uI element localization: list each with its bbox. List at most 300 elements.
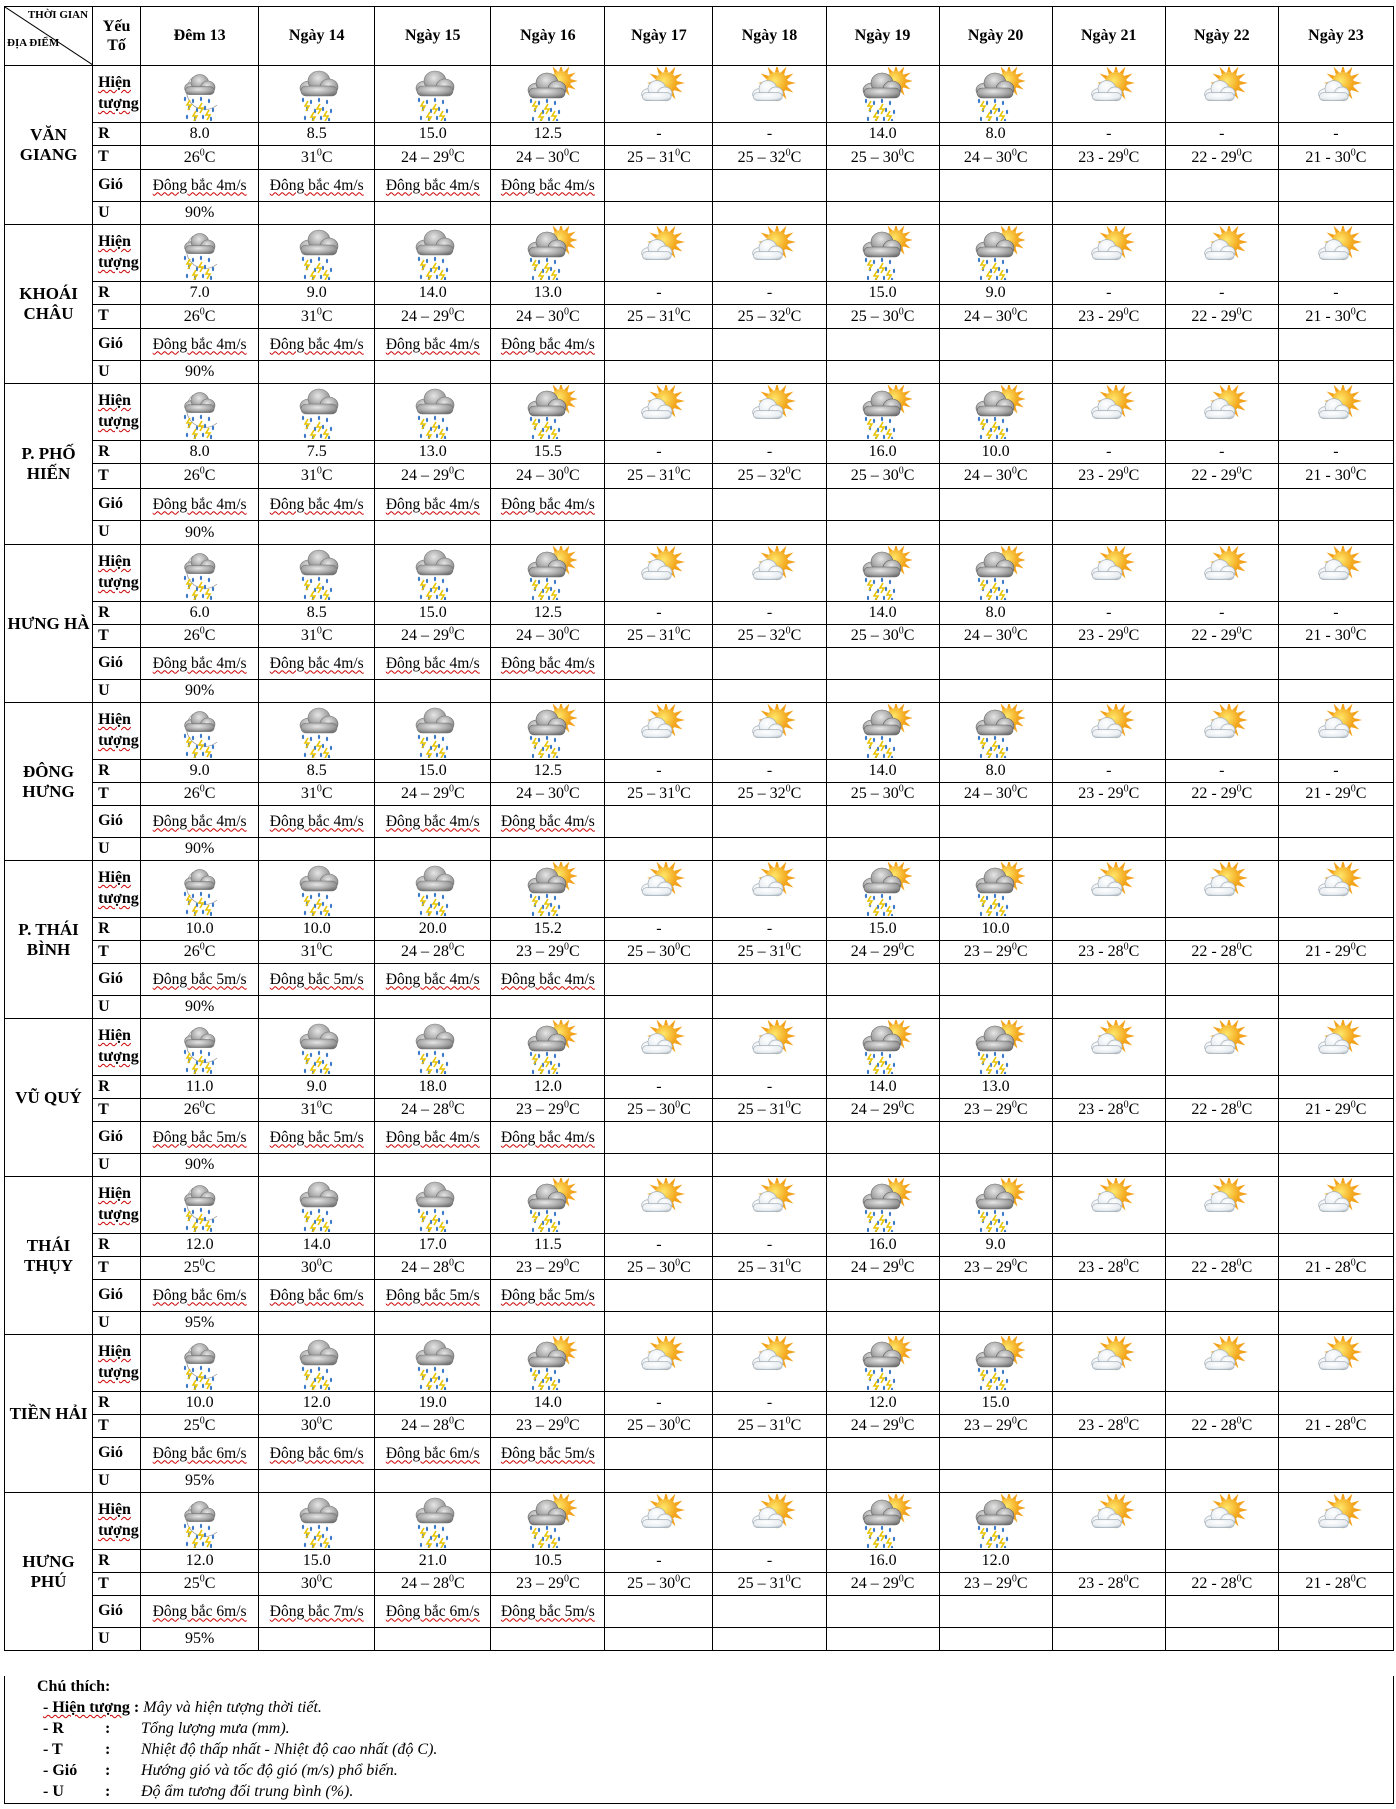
empty-cell bbox=[605, 361, 713, 384]
temperature-value: $25 - 31^0C$ bbox=[713, 1257, 826, 1280]
cloud-rain-thunder-icon bbox=[375, 704, 490, 758]
rain-row bbox=[5, 760, 1394, 783]
weather-cell bbox=[1052, 66, 1165, 123]
sun-cloud-thunder-rain-icon bbox=[491, 704, 604, 758]
temperature-row bbox=[5, 1257, 1394, 1280]
weather-cell bbox=[491, 1493, 605, 1550]
night-rain-icon bbox=[141, 1494, 258, 1548]
phenomenon-row bbox=[5, 225, 1394, 282]
weather-cell bbox=[491, 66, 605, 123]
degree-mark: 0 bbox=[564, 465, 570, 477]
weather-cell bbox=[141, 225, 259, 282]
day-header: Đêm 13 bbox=[141, 7, 259, 66]
sun-behind-cloud-icon bbox=[1166, 385, 1278, 439]
temperature-value: $25 - 32^0C$ bbox=[713, 305, 826, 329]
rain-value: - bbox=[713, 1392, 826, 1415]
weather-cell bbox=[826, 703, 939, 760]
empty-cell bbox=[939, 964, 1052, 996]
weather-cell bbox=[713, 225, 826, 282]
rain-value: 16.0 bbox=[826, 1550, 939, 1573]
rain-value: 13.0 bbox=[939, 1076, 1052, 1099]
temperature-value: $23 - 29^0C$ bbox=[491, 1099, 605, 1122]
sun-behind-cloud-icon bbox=[713, 1336, 825, 1390]
empty-cell bbox=[826, 521, 939, 545]
weather-cell bbox=[1165, 703, 1278, 760]
rain-value: 12.0 bbox=[141, 1550, 259, 1573]
cloud-rain-thunder-icon bbox=[259, 704, 374, 758]
rain-value: - bbox=[605, 441, 713, 464]
wind-value: Đông bắc 4m/s bbox=[491, 489, 605, 521]
degree-mark: 0 bbox=[316, 465, 322, 477]
rain-value: - bbox=[1052, 123, 1165, 146]
weather-cell bbox=[1052, 225, 1165, 282]
degree-mark: 0 bbox=[448, 783, 454, 795]
rain-value: - bbox=[713, 441, 826, 464]
element-label-wind: Gió bbox=[93, 1596, 141, 1628]
sun-behind-cloud-icon bbox=[1053, 226, 1165, 280]
sun-cloud-thunder-rain-icon bbox=[827, 226, 939, 280]
empty-cell bbox=[605, 329, 713, 361]
rain-value: 15.0 bbox=[259, 1550, 375, 1573]
wind-row bbox=[5, 806, 1394, 838]
empty-cell bbox=[1278, 521, 1393, 545]
day-header: Ngày 15 bbox=[375, 7, 491, 66]
weather-cell bbox=[826, 545, 939, 602]
rain-value: 9.0 bbox=[939, 1234, 1052, 1257]
temperature-value: $30^0C$ bbox=[259, 1573, 375, 1596]
empty-cell bbox=[1052, 521, 1165, 545]
empty-cell bbox=[375, 202, 491, 225]
sun-behind-cloud-icon bbox=[1166, 67, 1278, 121]
temperature-value: $24 - 30^0C$ bbox=[491, 305, 605, 329]
degree-mark: 0 bbox=[1011, 147, 1017, 159]
empty-cell bbox=[1165, 1596, 1278, 1628]
temperature-value: $24 - 30^0C$ bbox=[939, 146, 1052, 170]
empty-cell bbox=[605, 648, 713, 680]
sun-cloud-thunder-rain-icon bbox=[491, 385, 604, 439]
rain-value bbox=[1278, 918, 1393, 941]
weather-cell bbox=[259, 384, 375, 441]
weather-cell bbox=[1278, 703, 1393, 760]
weather-cell bbox=[259, 1493, 375, 1550]
rain-value: - bbox=[1052, 602, 1165, 625]
cloud-rain-thunder-icon bbox=[375, 385, 490, 439]
wind-value: Đông bắc 4m/s bbox=[375, 489, 491, 521]
empty-cell bbox=[375, 1470, 491, 1493]
sun-cloud-thunder-rain-icon bbox=[827, 546, 939, 600]
degree-mark: 0 bbox=[1350, 465, 1356, 477]
rain-value: 15.0 bbox=[939, 1392, 1052, 1415]
temperature-value: $26^0C$ bbox=[141, 464, 259, 489]
night-rain-icon bbox=[141, 226, 258, 280]
rain-value bbox=[1278, 1392, 1393, 1415]
empty-cell bbox=[605, 1280, 713, 1312]
temperature-value: $23 - 28^0C$ bbox=[1052, 1573, 1165, 1596]
empty-cell bbox=[491, 680, 605, 703]
sun-behind-cloud-icon bbox=[1279, 1020, 1393, 1074]
degree-mark: 0 bbox=[564, 1573, 570, 1585]
sun-behind-cloud-icon bbox=[605, 1336, 712, 1390]
empty-cell bbox=[259, 996, 375, 1019]
degree-mark: 0 bbox=[564, 1099, 570, 1111]
weather-cell bbox=[259, 225, 375, 282]
weather-cell bbox=[939, 1019, 1052, 1076]
empty-cell bbox=[1165, 1470, 1278, 1493]
weather-cell bbox=[1278, 1335, 1393, 1392]
rain-value: - bbox=[1278, 760, 1393, 783]
empty-cell bbox=[605, 489, 713, 521]
rain-value: 8.0 bbox=[939, 123, 1052, 146]
empty-cell bbox=[1052, 1628, 1165, 1651]
empty-cell bbox=[939, 1438, 1052, 1470]
degree-mark: 0 bbox=[898, 1573, 904, 1585]
sun-behind-cloud-icon bbox=[1279, 1494, 1393, 1548]
weather-cell bbox=[375, 1019, 491, 1076]
rain-value: - bbox=[713, 1550, 826, 1573]
element-label-humidity: U bbox=[93, 996, 141, 1019]
sun-behind-cloud-icon bbox=[713, 226, 825, 280]
cloud-rain-thunder-icon bbox=[259, 385, 374, 439]
wind-value: Đông bắc 5m/s bbox=[259, 1122, 375, 1154]
element-label-temperature: T bbox=[93, 941, 141, 964]
degree-mark: 0 bbox=[316, 1099, 322, 1111]
weather-cell bbox=[713, 1335, 826, 1392]
empty-cell bbox=[259, 838, 375, 861]
degree-mark: 0 bbox=[675, 147, 681, 159]
cloud-rain-thunder-icon bbox=[375, 1178, 490, 1232]
element-label-wind: Gió bbox=[93, 648, 141, 680]
empty-cell bbox=[605, 1154, 713, 1177]
humidity-value: 95% bbox=[141, 1628, 259, 1651]
rain-row bbox=[5, 1076, 1394, 1099]
sun-behind-cloud-icon bbox=[1279, 1336, 1393, 1390]
empty-cell bbox=[939, 1596, 1052, 1628]
wind-value: Đông bắc 6m/s bbox=[259, 1280, 375, 1312]
degree-mark: 0 bbox=[199, 941, 205, 953]
night-rain-icon bbox=[141, 862, 258, 916]
temperature-value: $23 - 29^0C$ bbox=[939, 941, 1052, 964]
legend-item: - R : Tổng lượng mưa (mm). bbox=[43, 1720, 290, 1737]
empty-cell bbox=[713, 361, 826, 384]
weather-cell bbox=[1165, 225, 1278, 282]
temperature-value: $25^0C$ bbox=[141, 1415, 259, 1438]
humidity-value: 90% bbox=[141, 680, 259, 703]
weather-cell bbox=[826, 1493, 939, 1550]
empty-cell bbox=[826, 329, 939, 361]
temperature-value: $25 - 32^0C$ bbox=[713, 464, 826, 489]
degree-mark: 0 bbox=[1236, 1415, 1242, 1427]
sun-cloud-thunder-rain-icon bbox=[940, 67, 1052, 121]
forecast-table bbox=[4, 6, 1394, 1651]
weather-cell bbox=[1165, 384, 1278, 441]
rain-value bbox=[1052, 1076, 1165, 1099]
sun-behind-cloud-icon bbox=[605, 1494, 712, 1548]
sun-behind-cloud-icon bbox=[605, 1178, 712, 1232]
weather-cell bbox=[1165, 1019, 1278, 1076]
temperature-value: $31^0C$ bbox=[259, 464, 375, 489]
sun-behind-cloud-icon bbox=[713, 1494, 825, 1548]
empty-cell bbox=[491, 838, 605, 861]
empty-cell bbox=[826, 964, 939, 996]
weather-cell bbox=[491, 703, 605, 760]
wind-row bbox=[5, 329, 1394, 361]
temperature-value: $25 - 31^0C$ bbox=[605, 625, 713, 648]
empty-cell bbox=[1278, 964, 1393, 996]
rain-value: 14.0 bbox=[259, 1234, 375, 1257]
element-label-rain: R bbox=[93, 918, 141, 941]
rain-value: - bbox=[605, 282, 713, 305]
location-name: KHOÁI CHÂU bbox=[5, 225, 93, 384]
empty-cell bbox=[259, 1154, 375, 1177]
empty-cell bbox=[1278, 1628, 1393, 1651]
degree-mark: 0 bbox=[1236, 147, 1242, 159]
empty-cell bbox=[1278, 1122, 1393, 1154]
degree-mark: 0 bbox=[448, 465, 454, 477]
weather-cell bbox=[1052, 545, 1165, 602]
sun-behind-cloud-icon bbox=[1053, 1494, 1165, 1548]
empty-cell bbox=[713, 1438, 826, 1470]
wind-value: Đông bắc 6m/s bbox=[141, 1438, 259, 1470]
weather-cell bbox=[1278, 545, 1393, 602]
degree-mark: 0 bbox=[675, 1573, 681, 1585]
empty-cell bbox=[375, 1628, 491, 1651]
empty-cell bbox=[939, 680, 1052, 703]
rain-value bbox=[1052, 1550, 1165, 1573]
empty-cell bbox=[939, 329, 1052, 361]
empty-cell bbox=[1165, 170, 1278, 202]
temperature-value: $23 - 29^0C$ bbox=[491, 1257, 605, 1280]
sun-cloud-thunder-rain-icon bbox=[491, 546, 604, 600]
empty-cell bbox=[1052, 806, 1165, 838]
day-header: Ngày 14 bbox=[259, 7, 375, 66]
rain-value: 7.0 bbox=[141, 282, 259, 305]
weather-cell bbox=[605, 1177, 713, 1234]
degree-mark: 0 bbox=[1011, 1573, 1017, 1585]
wind-value: Đông bắc 5m/s bbox=[141, 964, 259, 996]
degree-mark: 0 bbox=[898, 465, 904, 477]
empty-cell bbox=[375, 996, 491, 1019]
weather-cell bbox=[826, 1019, 939, 1076]
empty-cell bbox=[1165, 648, 1278, 680]
empty-cell bbox=[605, 170, 713, 202]
empty-cell bbox=[375, 361, 491, 384]
rain-value bbox=[1165, 1076, 1278, 1099]
temperature-value: $24 - 28^0C$ bbox=[375, 1099, 491, 1122]
wind-value: Đông bắc 4m/s bbox=[375, 1122, 491, 1154]
sun-cloud-thunder-rain-icon bbox=[491, 1494, 604, 1548]
weather-cell bbox=[1278, 1019, 1393, 1076]
element-label-phenomenon: Hiện tượng bbox=[93, 1019, 141, 1076]
weather-cell bbox=[491, 1335, 605, 1392]
degree-mark: 0 bbox=[564, 147, 570, 159]
wind-value: Đông bắc 4m/s bbox=[491, 648, 605, 680]
location-name: ĐÔNG HƯNG bbox=[5, 703, 93, 861]
temperature-value: $24 - 30^0C$ bbox=[491, 464, 605, 489]
temperature-value: $23 - 29^0C$ bbox=[491, 1573, 605, 1596]
rain-value: - bbox=[713, 918, 826, 941]
empty-cell bbox=[826, 1470, 939, 1493]
empty-cell bbox=[1052, 1312, 1165, 1335]
wind-value: Đông bắc 4m/s bbox=[141, 806, 259, 838]
degree-mark: 0 bbox=[1011, 1257, 1017, 1269]
weather-cell bbox=[939, 1177, 1052, 1234]
humidity-value: 90% bbox=[141, 838, 259, 861]
legend-item: - Hiện tượng : Mây và hiện tượng thời tiết. bbox=[43, 1699, 322, 1716]
sun-behind-cloud-icon bbox=[1166, 1020, 1278, 1074]
degree-mark: 0 bbox=[448, 625, 454, 637]
empty-cell bbox=[605, 1122, 713, 1154]
degree-mark: 0 bbox=[1123, 625, 1129, 637]
rain-value: 21.0 bbox=[375, 1550, 491, 1573]
temperature-value: $25 - 31^0C$ bbox=[713, 941, 826, 964]
temperature-value: $22 - 29^0C$ bbox=[1165, 464, 1278, 489]
sun-behind-cloud-icon bbox=[1166, 546, 1278, 600]
degree-mark: 0 bbox=[785, 147, 791, 159]
sun-behind-cloud-icon bbox=[1279, 226, 1393, 280]
sun-behind-cloud-icon bbox=[1166, 1336, 1278, 1390]
weather-cell bbox=[1278, 384, 1393, 441]
degree-mark: 0 bbox=[898, 1257, 904, 1269]
weather-cell bbox=[713, 861, 826, 918]
weather-cell bbox=[939, 225, 1052, 282]
rain-value: 10.0 bbox=[939, 918, 1052, 941]
wind-value: Đông bắc 4m/s bbox=[259, 489, 375, 521]
temperature-value: $22 - 29^0C$ bbox=[1165, 146, 1278, 170]
cloud-rain-thunder-icon bbox=[259, 862, 374, 916]
weather-cell bbox=[375, 1177, 491, 1234]
degree-mark: 0 bbox=[199, 465, 205, 477]
sun-behind-cloud-icon bbox=[605, 862, 712, 916]
temperature-value: $22 - 28^0C$ bbox=[1165, 1573, 1278, 1596]
temperature-value: $25 - 32^0C$ bbox=[713, 625, 826, 648]
sun-cloud-thunder-rain-icon bbox=[491, 67, 604, 121]
degree-mark: 0 bbox=[1123, 1415, 1129, 1427]
empty-cell bbox=[491, 1470, 605, 1493]
rain-value: - bbox=[713, 1234, 826, 1257]
sun-cloud-thunder-rain-icon bbox=[827, 1178, 939, 1232]
empty-cell bbox=[826, 1628, 939, 1651]
rain-value bbox=[1165, 1234, 1278, 1257]
weather-cell bbox=[939, 861, 1052, 918]
empty-cell bbox=[1278, 170, 1393, 202]
rain-value: - bbox=[1278, 123, 1393, 146]
degree-mark: 0 bbox=[898, 1099, 904, 1111]
sun-behind-cloud-icon bbox=[1166, 1178, 1278, 1232]
degree-mark: 0 bbox=[199, 1415, 205, 1427]
empty-cell bbox=[1052, 996, 1165, 1019]
rain-value: - bbox=[1165, 602, 1278, 625]
empty-cell bbox=[1278, 361, 1393, 384]
sun-cloud-thunder-rain-icon bbox=[827, 1494, 939, 1548]
element-label-temperature: T bbox=[93, 464, 141, 489]
weather-cell bbox=[713, 66, 826, 123]
rain-value: 17.0 bbox=[375, 1234, 491, 1257]
rain-value: 12.5 bbox=[491, 123, 605, 146]
temperature-value: $23 - 29^0C$ bbox=[939, 1573, 1052, 1596]
empty-cell bbox=[1278, 806, 1393, 838]
empty-cell bbox=[939, 1312, 1052, 1335]
empty-cell bbox=[826, 202, 939, 225]
rain-value: 9.0 bbox=[259, 282, 375, 305]
weather-cell bbox=[826, 1335, 939, 1392]
empty-cell bbox=[826, 806, 939, 838]
weather-cell bbox=[1165, 1335, 1278, 1392]
degree-mark: 0 bbox=[1236, 1257, 1242, 1269]
cloud-rain-thunder-icon bbox=[259, 67, 374, 121]
rain-value: 11.5 bbox=[491, 1234, 605, 1257]
empty-cell bbox=[1052, 170, 1165, 202]
sun-cloud-thunder-rain-icon bbox=[491, 862, 604, 916]
empty-cell bbox=[826, 680, 939, 703]
night-rain-icon bbox=[141, 67, 258, 121]
weather-cell bbox=[939, 384, 1052, 441]
degree-mark: 0 bbox=[1123, 1257, 1129, 1269]
degree-mark: 0 bbox=[1350, 625, 1356, 637]
sun-behind-cloud-icon bbox=[605, 1020, 712, 1074]
element-label-humidity: U bbox=[93, 1470, 141, 1493]
wind-value: Đông bắc 5m/s bbox=[491, 1438, 605, 1470]
weather-cell bbox=[375, 703, 491, 760]
rain-value: - bbox=[1165, 441, 1278, 464]
rain-row bbox=[5, 602, 1394, 625]
weather-cell bbox=[141, 384, 259, 441]
degree-mark: 0 bbox=[1011, 783, 1017, 795]
degree-mark: 0 bbox=[1350, 147, 1356, 159]
temperature-value: $25 - 30^0C$ bbox=[826, 625, 939, 648]
rain-value: 14.0 bbox=[491, 1392, 605, 1415]
temperature-value: $24 - 30^0C$ bbox=[939, 464, 1052, 489]
cloud-rain-thunder-icon bbox=[259, 1494, 374, 1548]
wind-value: Đông bắc 4m/s bbox=[491, 329, 605, 361]
element-label-temperature: T bbox=[93, 305, 141, 329]
empty-cell bbox=[259, 521, 375, 545]
weather-cell bbox=[141, 1493, 259, 1550]
element-label-rain: R bbox=[93, 1392, 141, 1415]
degree-mark: 0 bbox=[1011, 306, 1017, 318]
wind-value: Đông bắc 4m/s bbox=[375, 648, 491, 680]
day-header: Ngày 23 bbox=[1278, 7, 1393, 66]
phenomenon-row bbox=[5, 1335, 1394, 1392]
temperature-value: $25 - 30^0C$ bbox=[605, 1415, 713, 1438]
temperature-value: $26^0C$ bbox=[141, 146, 259, 170]
degree-mark: 0 bbox=[898, 783, 904, 795]
phenomenon-row bbox=[5, 1493, 1394, 1550]
empty-cell bbox=[1052, 1596, 1165, 1628]
rain-value bbox=[1165, 1550, 1278, 1573]
rain-value: - bbox=[1165, 123, 1278, 146]
temperature-row bbox=[5, 625, 1394, 648]
rain-value: 20.0 bbox=[375, 918, 491, 941]
element-label-phenomenon: Hiện tượng bbox=[93, 1177, 141, 1234]
weather-cell bbox=[141, 861, 259, 918]
empty-cell bbox=[826, 1312, 939, 1335]
weather-cell bbox=[826, 384, 939, 441]
weather-cell bbox=[1278, 1177, 1393, 1234]
element-label-humidity: U bbox=[93, 838, 141, 861]
humidity-row bbox=[5, 1154, 1394, 1177]
empty-cell bbox=[713, 680, 826, 703]
rain-value: - bbox=[1165, 760, 1278, 783]
temperature-row bbox=[5, 1573, 1394, 1596]
rain-value: - bbox=[1052, 760, 1165, 783]
weather-cell bbox=[491, 1177, 605, 1234]
empty-cell bbox=[1165, 1438, 1278, 1470]
element-label-rain: R bbox=[93, 441, 141, 464]
degree-mark: 0 bbox=[199, 783, 205, 795]
degree-mark: 0 bbox=[1350, 1415, 1356, 1427]
degree-mark: 0 bbox=[898, 147, 904, 159]
temperature-value: $25 - 32^0C$ bbox=[713, 146, 826, 170]
